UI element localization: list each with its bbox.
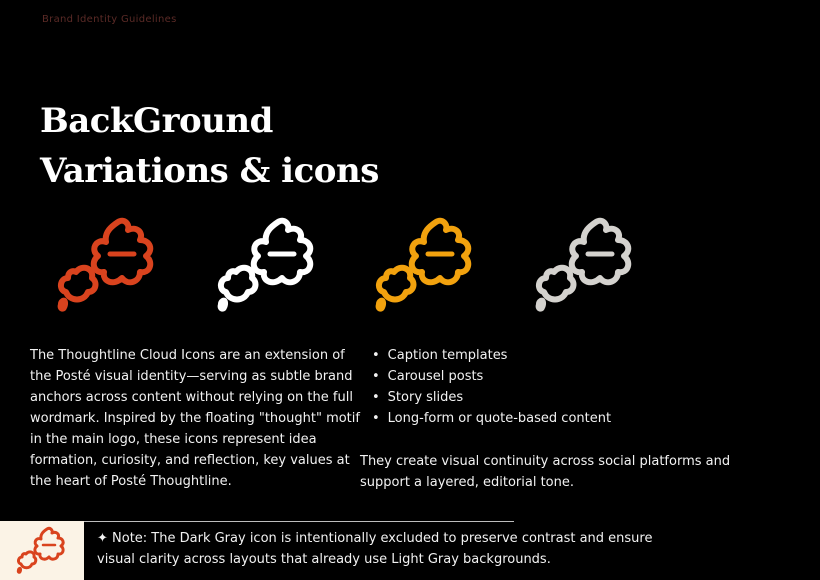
thought-cloud-icon bbox=[366, 212, 486, 322]
usage-list bbox=[372, 345, 611, 429]
thought-cloud-icon bbox=[208, 212, 328, 322]
title-line-2: Variations & icons bbox=[40, 151, 379, 191]
header-label: Brand Identity Guidelines bbox=[42, 14, 177, 25]
continuity-paragraph: They create visual continuity across social platforms and support a layered, editorial tone. bbox=[360, 454, 731, 490]
note-text: ✦ Note: The Dark Gray icon is intentionally excluded to preserve contrast and ensure visual clarity across layouts that already use Light Gray backgrounds. bbox=[97, 531, 653, 567]
divider bbox=[84, 521, 514, 522]
page-title bbox=[40, 96, 379, 196]
list-item: • Story slides bbox=[372, 387, 611, 408]
cloud-icon-red-orange bbox=[48, 212, 168, 322]
title-line-1: BackGround bbox=[40, 101, 273, 141]
list-item: • Carousel posts bbox=[372, 366, 611, 387]
thought-cloud-icon bbox=[12, 524, 72, 579]
thought-cloud-icon bbox=[48, 212, 168, 322]
cloud-icon-white bbox=[208, 212, 328, 322]
list-item: • Caption templates bbox=[372, 345, 611, 366]
cloud-icon-amber bbox=[366, 212, 486, 322]
description-paragraph: The Thoughtline Cloud Icons are an extension of the Posté visual identity—serving as subtle brand anchors across content without relying on the full wordmark. Inspired by the floating "thought" motif in the main logo, these icons represent idea formation, curiosity, and reflection, key values at the heart of Posté Thoughtline. bbox=[30, 348, 360, 489]
thought-cloud-icon bbox=[526, 212, 646, 322]
cloud-icon-light-gray bbox=[526, 212, 646, 322]
list-item: • Long-form or quote-based content bbox=[372, 408, 611, 429]
note-thumbnail bbox=[0, 521, 84, 580]
